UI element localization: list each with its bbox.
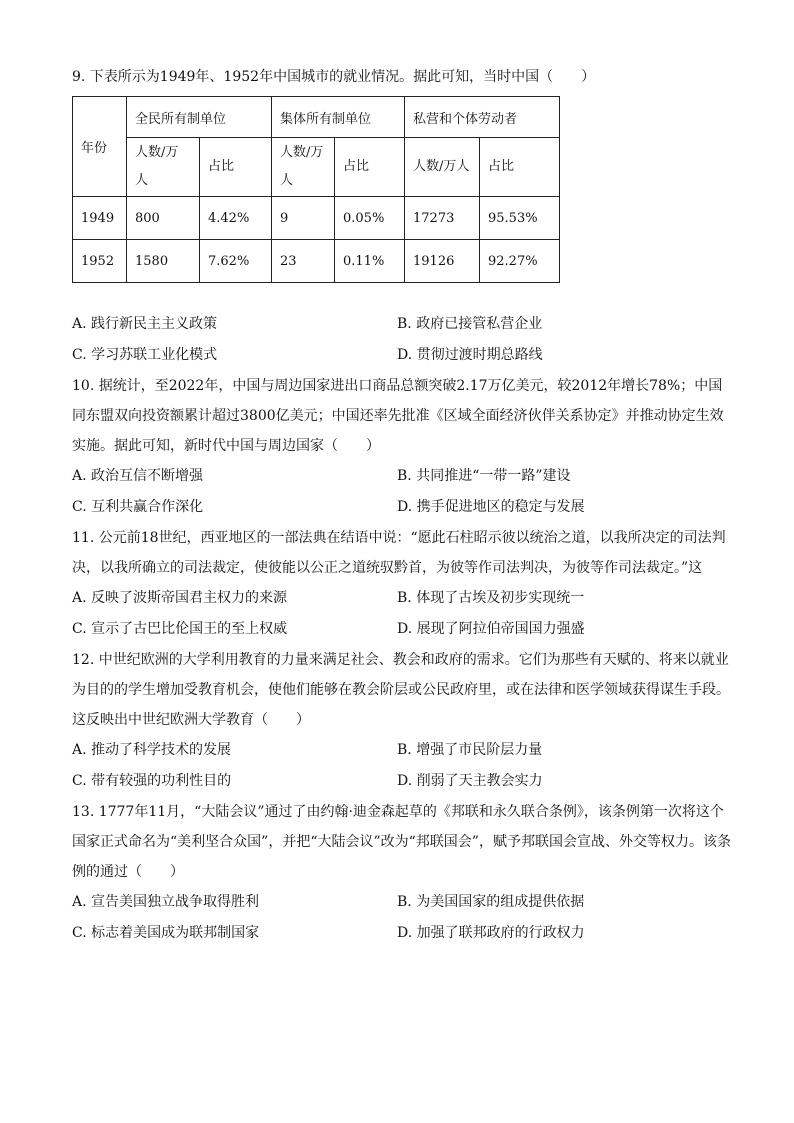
- table-cell: 17273: [405, 197, 480, 240]
- option-a: A. 政治互信不断增强: [72, 468, 204, 484]
- employment-table: [72, 96, 560, 283]
- question-10-options: [72, 461, 732, 523]
- year-header: 年份: [73, 97, 127, 197]
- option-b: B. 政府已接管私营企业: [397, 316, 543, 332]
- sub-header-count: 人数/万人: [127, 138, 200, 197]
- table-cell: 1949: [73, 197, 127, 240]
- option-c: C. 标志着美国成为联邦制国家: [72, 925, 260, 941]
- table-cell: 0.05%: [335, 197, 405, 240]
- option-c: C. 带有较强的功利性目的: [72, 773, 232, 789]
- option-c: C. 宣示了古巴比伦国王的至上权威: [72, 621, 288, 637]
- sub-header-ratio: 占比: [480, 138, 560, 197]
- table-cell: 1580: [127, 240, 200, 283]
- table-cell: 9: [272, 197, 335, 240]
- option-b: B. 体现了古埃及初步实现统一: [397, 590, 585, 606]
- table-row: [73, 197, 560, 240]
- question-12-stem: 12. 中世纪欧洲的大学利用教育的力量来满足社会、教会和政府的需求。它们为那些有天赋的、将来以就业为目的的学生增加受教育机会，使他们能够在教会阶层或公民政府里，或在法律和医学领域获得谋生手段。这反映出中世纪欧洲大学教育（ ）: [72, 652, 730, 728]
- question-13-options: [72, 887, 732, 949]
- exam-page: [72, 62, 732, 949]
- option-b: B. 共同推进“一带一路”建设: [397, 468, 571, 484]
- sub-header-ratio: 占比: [200, 138, 272, 197]
- question-9-options: [72, 309, 732, 371]
- option-d: D. 贯彻过渡时期总路线: [397, 347, 543, 363]
- sub-header-count: 人数/万人: [272, 138, 335, 197]
- option-c: C. 互利共赢合作深化: [72, 499, 204, 515]
- question-12-options: [72, 735, 732, 797]
- option-d: D. 加强了联邦政府的行政权力: [397, 925, 585, 941]
- table-cell: 4.42%: [200, 197, 272, 240]
- table-cell: 92.27%: [480, 240, 560, 283]
- table-cell: 95.53%: [480, 197, 560, 240]
- group-header-state: 全民所有制单位: [127, 97, 272, 138]
- group-header-collective: 集体所有制单位: [272, 97, 405, 138]
- question-11-options: [72, 583, 732, 645]
- option-d: D. 携手促进地区的稳定与发展: [397, 499, 585, 515]
- table-cell: 0.11%: [335, 240, 405, 283]
- option-d: D. 展现了阿拉伯帝国国力强盛: [397, 621, 585, 637]
- group-header-private: 私营和个体劳动者: [405, 97, 560, 138]
- option-c: C. 学习苏联工业化模式: [72, 347, 218, 363]
- table-row: [73, 240, 560, 283]
- sub-header-ratio: 占比: [335, 138, 405, 197]
- table-cell: 800: [127, 197, 200, 240]
- option-a: A. 践行新民主主义政策: [72, 316, 218, 332]
- table-cell: 19126: [405, 240, 480, 283]
- option-d: D. 削弱了天主教会实力: [397, 773, 543, 789]
- question-13-stem: 13. 1777年11月，“大陆会议”通过了由约翰·迪金森起草的《邦联和永久联合条例》，该条例第一次将这个国家正式命名为“美利坚合众国”，并把“大陆会议”改为“邦联国会”，赋予邦联国会宣战、外交等权力。该条例的通过（ ）: [72, 804, 731, 880]
- table-cell: 23: [272, 240, 335, 283]
- sub-header-count: 人数/万人: [405, 138, 480, 197]
- table-cell: 7.62%: [200, 240, 272, 283]
- option-a: A. 推动了科学技术的发展: [72, 742, 232, 758]
- option-a: A. 宣告美国独立战争取得胜利: [72, 894, 260, 910]
- option-b: B. 增强了市民阶层力量: [397, 742, 543, 758]
- option-b: B. 为美国国家的组成提供依据: [397, 894, 585, 910]
- question-11-stem: 11. 公元前18世纪，西亚地区的一部法典在结语中说：“愿此石柱昭示彼以统治之道，以我所决定的司法判决，以我所确立的司法裁定，使彼能以公正之道统驭黔首，为彼等作司法判决，为彼等作司法裁定。”这: [72, 530, 726, 576]
- question-9-stem: 9. 下表所示为1949年、1952年中国城市的就业情况。据此可知，当时中国（ ）: [72, 69, 596, 85]
- option-a: A. 反映了波斯帝国君主权力的来源: [72, 590, 288, 606]
- table-cell: 1952: [73, 240, 127, 283]
- question-10-stem: 10. 据统计，至2022年，中国与周边国家进出口商品总额突破2.17万亿美元，较2012年增长78%；中国同东盟双向投资额累计超过3800亿美元；中国还率先批准《区域全面经济伙伴关系协定》并推动协定生效实施。据此可知，新时代中国与周边国家（ ）: [72, 378, 724, 454]
